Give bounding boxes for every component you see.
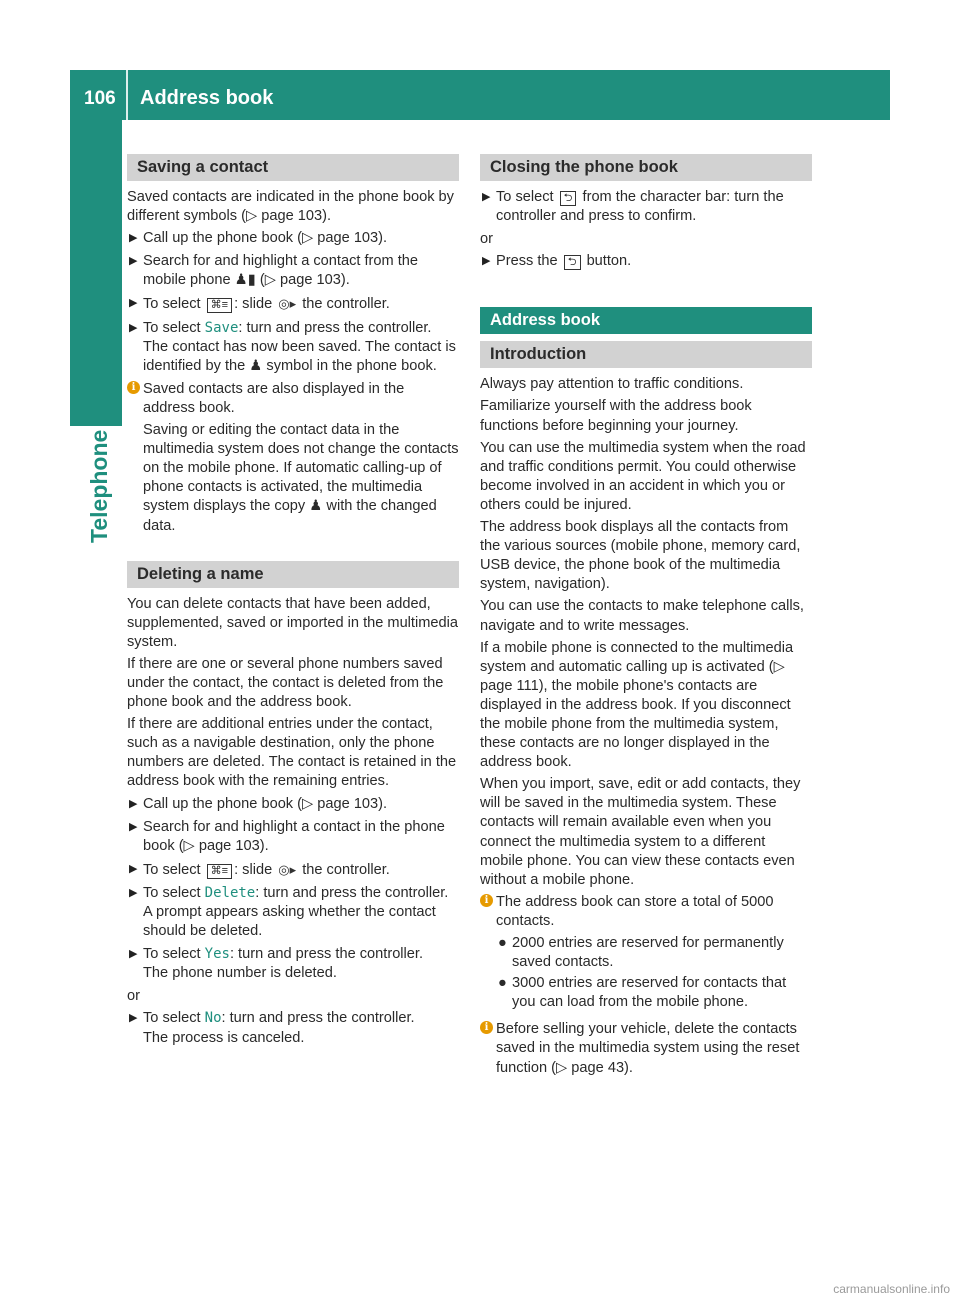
saving-step-1: ▶ Call up the phone book (▷ page 103). [127, 229, 459, 248]
step-arrow-icon: ▶ [129, 297, 138, 310]
deleting-step-6: ▶ To select No: turn and press the controller. The process is canceled. [129, 1010, 415, 1046]
step-arrow-icon: ▶ [129, 321, 138, 334]
closing-step-2: ▶ Press the ⮌ button. [480, 252, 812, 271]
step-arrow-icon: ▶ [129, 255, 138, 268]
step-arrow-icon: ▶ [129, 948, 138, 961]
saving-info-detail: Saving or editing the contact data in the multimedia system does not change the contacts on the mobile phone. If automatic calling-up of phone contacts is activated, the multimedia system displays the copy ♟ with the changed data. [143, 422, 459, 534]
delete-option: Delete [204, 884, 256, 901]
info-icon: i [480, 1021, 493, 1034]
header-divider [126, 70, 128, 120]
menu-icon: ⌘≡ [207, 298, 232, 313]
capacity-bullet-2: ● 3000 entries are reserved for contacts that you can load from the mobile phone. [498, 975, 787, 1011]
intro-p7: When you import, save, edit or add contacts, they will be saved in the multimedia system. These contacts will remain available even when you connect the multimedia system to a different mobile phone. You can view these contacts even without a mobile phone. [480, 776, 801, 888]
menu-icon: ⌘≡ [207, 864, 232, 879]
selling-info: i Before selling your vehicle, delete the contacts saved in the multimedia system using the reset function (▷ page 43). [480, 1020, 812, 1077]
controller-slide-icon: ◎▸ [278, 861, 297, 877]
capacity-bullet-1: ● 2000 entries are reserved for permanently saved contacts. [498, 935, 784, 971]
deleting-or: or [127, 988, 140, 1005]
saving-intro: Saved contacts are indicated in the phone book by different symbols (▷ page 103). [127, 189, 454, 225]
saving-step-3: ▶ To select ⌘≡ : slide ◎▸ the controller. [129, 296, 390, 313]
watermark: carmanualsonline.info [833, 1282, 950, 1296]
intro-p6: If a mobile phone is connected to the multimedia system and automatic calling up is activated (▷ page 111), the mobile phone's contacts are displayed in the address book. If you disconnect the mobile phone from the multimedia system, these contacts are no longer displayed in the address book. [480, 639, 794, 771]
sidebar-tab [70, 120, 122, 426]
step-arrow-icon: ▶ [129, 820, 138, 833]
intro-p4: The address book displays all the contacts from the various sources (mobile phone, memory card, USB device, the phone book of the multimedia system, navigation). [480, 519, 801, 593]
deleting-step-5: ▶ To select Yes: turn and press the controller. The phone number is deleted. [129, 946, 424, 982]
deleting-step-3: ▶ To select ⌘≡ : slide ◎▸ the controller. [129, 861, 390, 878]
page-number: 106 [84, 88, 116, 109]
step-arrow-icon: ▶ [129, 232, 138, 245]
step-arrow-icon: ▶ [482, 191, 491, 203]
controller-slide-icon: ◎▸ [278, 296, 297, 312]
exit-icon: ⮌ [560, 191, 577, 206]
step-arrow-icon: ▶ [129, 797, 138, 810]
info-icon: i [127, 381, 140, 394]
intro-p5: You can use the contacts to make telephone calls, navigate and to write messages. [480, 598, 804, 634]
deleting-p2: If there are one or several phone numbers saved under the contact, the contact is deleted from the phone book and the address book. [127, 655, 444, 711]
deleting-step-1: ▶ Call up the phone book (▷ page 103). [127, 795, 459, 814]
sidebar-label: Telephone [86, 429, 112, 543]
bullet-icon: ● [498, 935, 507, 951]
step-arrow-icon: ▶ [129, 886, 138, 899]
intro-p1: Always pay attention to traffic conditions. [480, 376, 744, 393]
section-heading-address-book: Address book [480, 307, 812, 334]
bullet-icon: ● [498, 975, 507, 992]
info-icon: i [480, 894, 493, 907]
section-heading-closing: Closing the phone book [480, 154, 812, 181]
intro-p3: You can use the multimedia system when the road and traffic conditions permit. You could otherwise become involved in an accident in which you or others could be injured. [480, 439, 806, 513]
step-arrow-icon: ▶ [129, 1012, 138, 1025]
deleting-p3: If there are additional entries under the contact, such as a navigable destination, only the phone numbers are deleted. The contact is retained in the address book with the remaining entries. [127, 716, 457, 790]
yes-option: Yes [204, 946, 230, 963]
step-arrow-icon: ▶ [482, 255, 491, 268]
saving-step-4: ▶ To select Save: turn and press the controller. The contact has now been saved. The contact is identified by the ♟ symbol in the phone book. [129, 319, 456, 374]
step-arrow-icon: ▶ [129, 862, 138, 875]
capacity-info: i The address book can store a total of 5000 contacts. [480, 893, 812, 931]
saving-step-2: ▶ Search for and highlight a contact from the mobile phone ♟▮ (▷ page 103). [129, 253, 419, 289]
section-heading-saving: Saving a contact [127, 154, 459, 181]
closing-step-1: ▶ To select ⮌ from the character bar: turn the controller and press to confirm. [482, 189, 784, 225]
section-heading-deleting: Deleting a name [127, 561, 459, 588]
page-header [70, 70, 890, 120]
deleting-p1: You can delete contacts that have been added, supplemented, saved or imported in the multimedia system. [127, 595, 458, 650]
deleting-step-2: ▶ Search for and highlight a contact in the phone book (▷ page 103). [129, 818, 445, 854]
deleting-step-4: ▶ To select Delete: turn and press the controller. A prompt appears asking whether the contact should be deleted. [129, 884, 449, 940]
no-option: No [204, 1010, 222, 1027]
save-option: Save [204, 319, 239, 336]
intro-p2: Familiarize yourself with the address book functions before beginning your journey. [480, 398, 752, 434]
header-title: Address book [140, 87, 274, 109]
back-button-icon: ⮌ [564, 255, 581, 270]
right-column [480, 154, 812, 1081]
left-column [127, 154, 459, 1052]
section-heading-introduction: Introduction [480, 341, 812, 368]
saving-info: i Saved contacts are also displayed in the address book. [127, 380, 459, 418]
closing-or: or [480, 231, 493, 248]
